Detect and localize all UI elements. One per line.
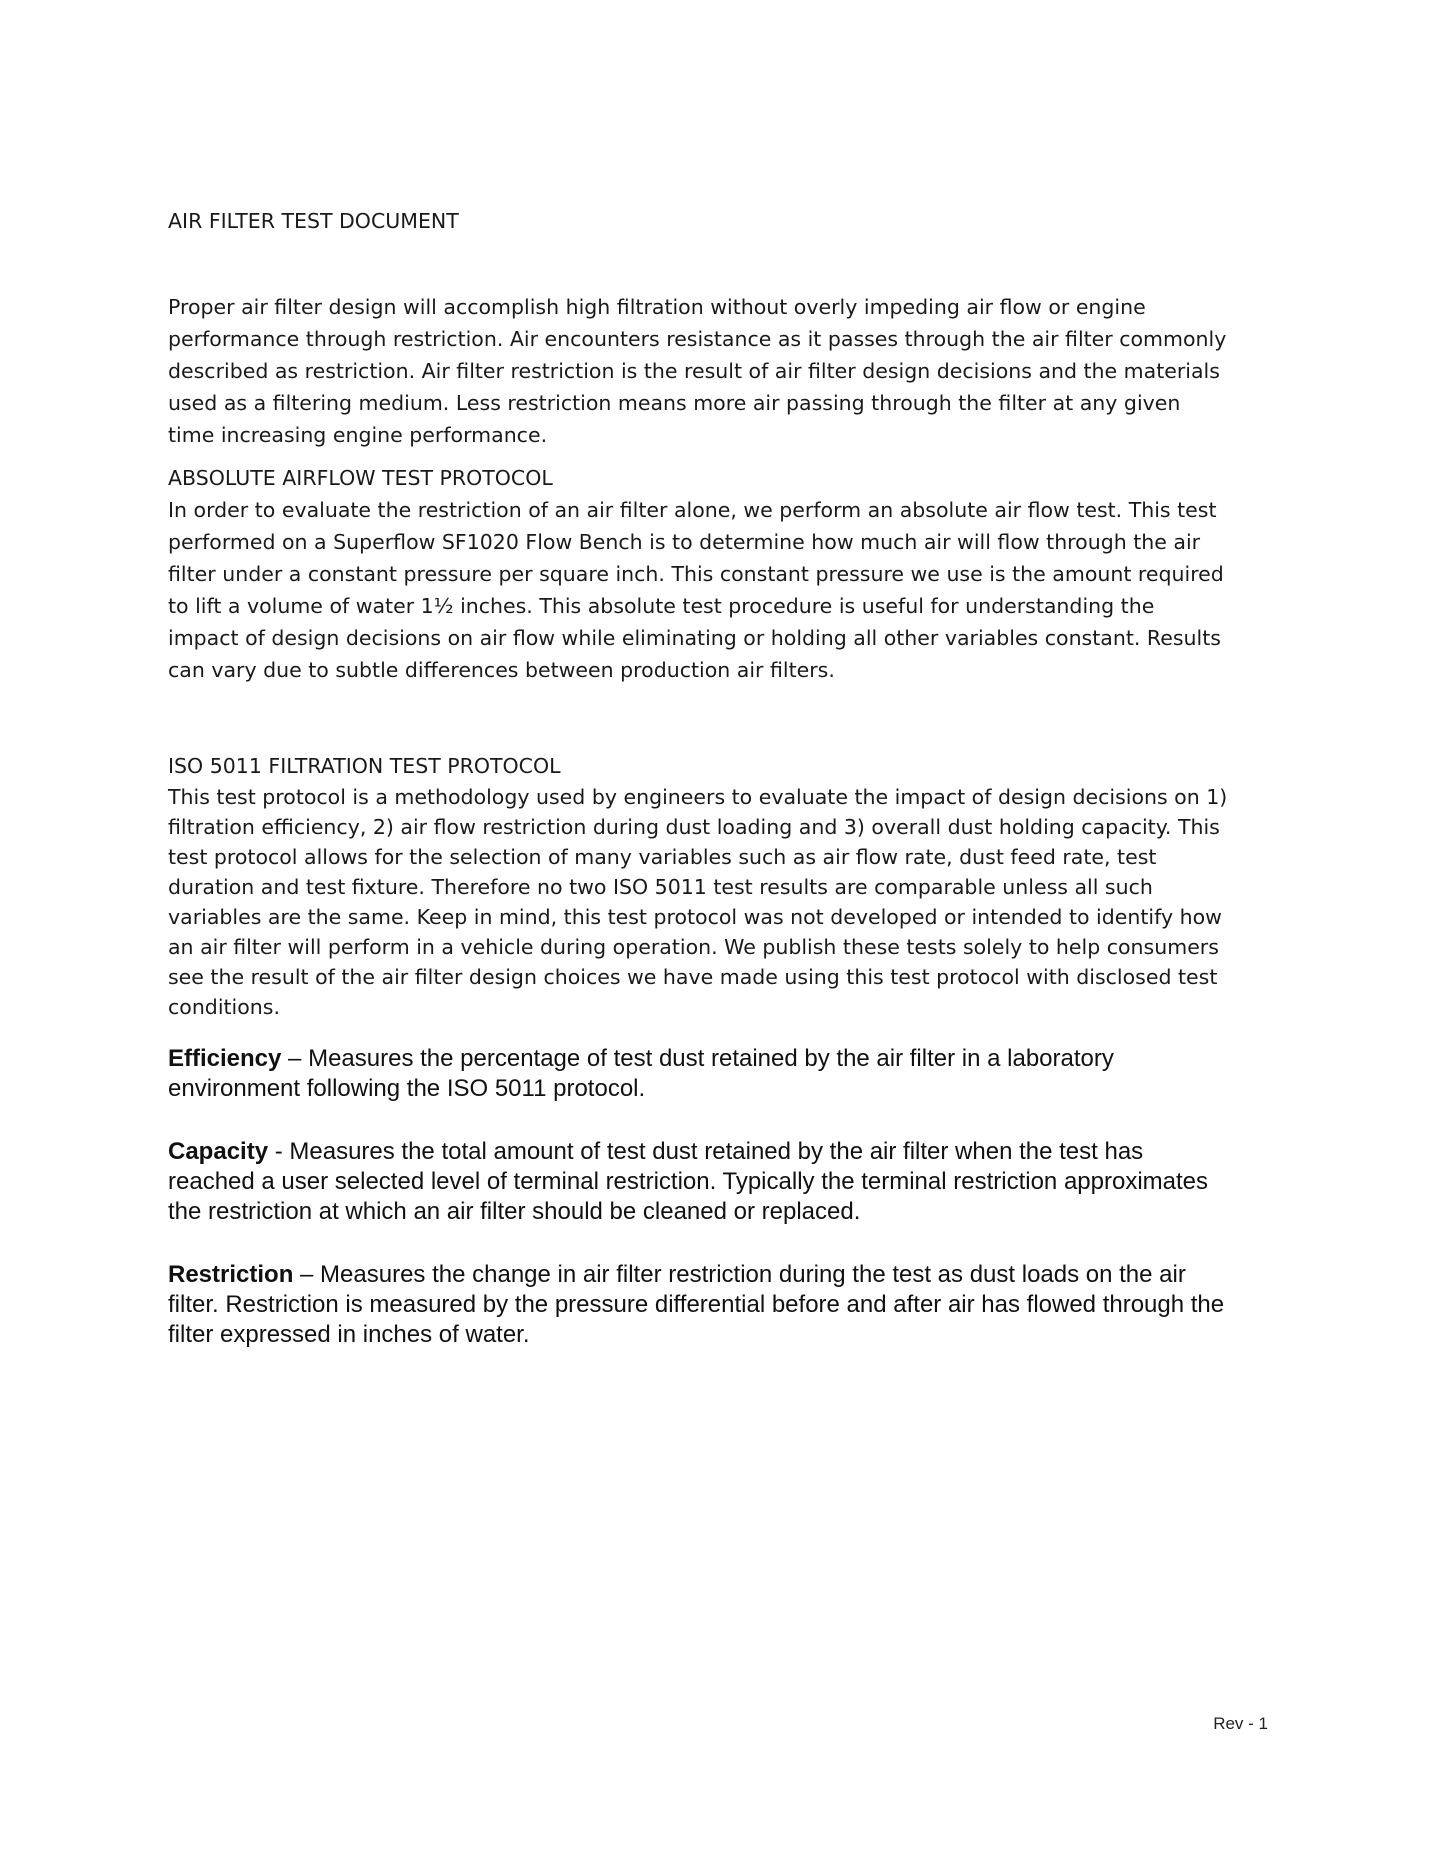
absolute-airflow-body: In order to evaluate the restriction of an air filter alone, we perform an absolute air flow test. This test performed on a Superflow SF1020 Flow Bench is to determine how much air will flow through the air filter under a constant pressure per square inch. This constant pressure we use is the amount required to lift a volume of water 1½ inches. This absolute test procedure is useful for understanding the impact of design decisions on air flow while eliminating or holding all other variables constant. Results can vary due to subtle differences between production air filters. — [168, 498, 1224, 682]
definition-capacity — [168, 1137, 1228, 1227]
intro-paragraph: Proper air filter design will accomplish high filtration without overly impeding air flow or engine performance through restriction. Air encounters resistance as it passes through the air filter commonly described as restriction. Air filter restriction is the result of air filter design decisions and the materials used as a filtering medium. Less restriction means more air passing through the filter at any given time increasing engine performance. — [168, 294, 1227, 447]
absolute-airflow-section — [168, 462, 1228, 686]
definition-restriction — [168, 1260, 1228, 1350]
definition-separator: - — [268, 1138, 290, 1165]
revision-label: Rev - 1 — [1213, 1714, 1268, 1733]
definition-term: Efficiency — [168, 1045, 282, 1072]
iso-5011-heading: ISO 5011 FILTRATION TEST PROTOCOL — [168, 754, 561, 778]
definition-text: Measures the percentage of test dust retained by the air filter in a laboratory environment following the ISO 5011 protocol. — [168, 1045, 1114, 1102]
iso-5011-section — [168, 750, 1228, 1022]
definition-term: Capacity — [168, 1138, 269, 1165]
definition-separator: – — [281, 1045, 309, 1072]
definition-text: Measures the total amount of test dust retained by the air filter when the test has reached a user selected level of terminal restriction. Typically the terminal restriction approximates the restriction at which an air filter should be cleaned or replaced. — [168, 1138, 1209, 1225]
definition-term: Restriction — [168, 1261, 294, 1288]
definition-text: Measures the change in air filter restriction during the test as dust loads on the air filter. Restriction is measured by the pressure differential before and after air has flowed through the filter expressed in inches of water. — [168, 1261, 1225, 1348]
document-title: AIR FILTER TEST DOCUMENT — [168, 209, 459, 233]
absolute-airflow-heading: ABSOLUTE AIRFLOW TEST PROTOCOL — [168, 466, 553, 490]
definition-separator: – — [293, 1261, 321, 1288]
definition-efficiency — [168, 1044, 1228, 1104]
iso-5011-body: This test protocol is a methodology used by engineers to evaluate the impact of design decisions on 1) filtration efficiency, 2) air flow restriction during dust loading and 3) overall dust holding capacity. This test protocol allows for the selection of many variables such as air flow rate, dust feed rate, test duration and test fixture. Therefore no two ISO 5011 test results are comparable unless all such variables are the same. Keep in mind, this test protocol was not developed or intended to identify how an air filter will perform in a vehicle during operation. We publish these tests solely to help consumers see the result of the air filter design choices we have made using this test protocol with disclosed test conditions. — [168, 785, 1228, 1019]
